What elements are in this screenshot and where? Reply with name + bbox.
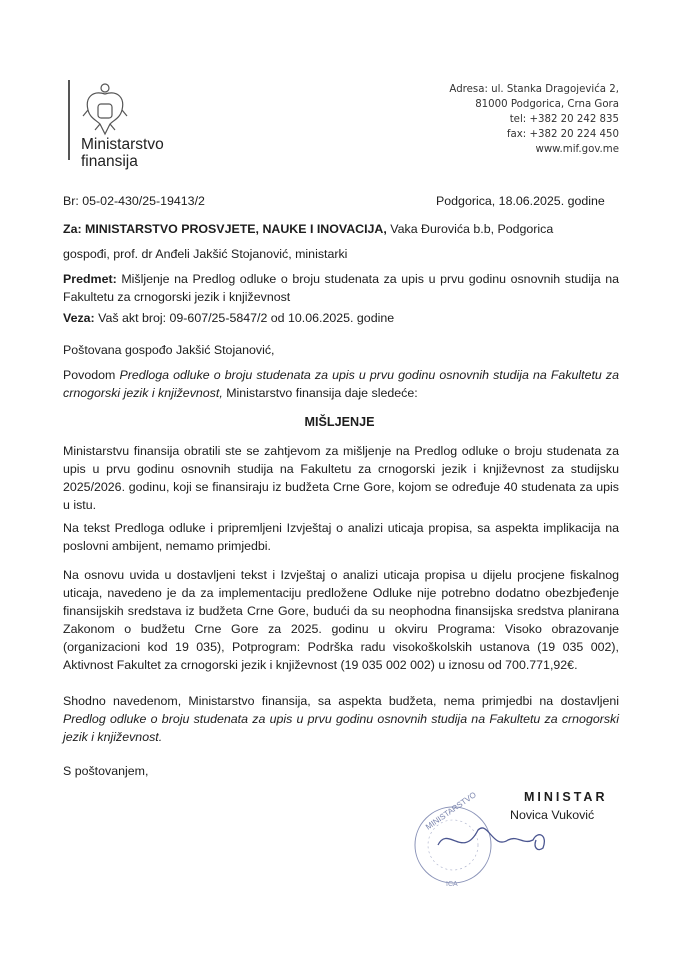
intro-post: Ministarstvo finansija daje sledeće:: [222, 386, 418, 400]
to-address: Vaka Đurovića b.b, Podgorica: [386, 222, 554, 236]
intro-paragraph: [63, 366, 619, 402]
closing-italic: Predlog odluke o broju studenata za upis u prvu godinu osnovnih studija na Fakultetu za crnogorski jezik i književnost.: [63, 712, 619, 744]
place-date: Podgorica, 18.06.2025. godine: [436, 194, 605, 208]
signatory-name: Novica Vuković: [510, 808, 595, 822]
logo-divider: [68, 80, 70, 160]
ministry-name-line2: finansija: [81, 153, 138, 170]
address-website: www.mif.gov.me: [535, 144, 619, 155]
to-label: Za:: [63, 222, 82, 236]
closing-pre: Shodno navedenom, Ministarstvo finansija, sa aspekta budžeta, nema primjedbi na dostavljeni: [63, 694, 619, 708]
addressee: [63, 220, 553, 238]
reference: [63, 309, 394, 327]
salutation: Poštovana gospođo Jakšić Stojanović,: [63, 343, 275, 357]
address-block: [449, 82, 619, 157]
recipient: gospođi, prof. dr Anđeli Jakšić Stojanović, ministarki: [63, 247, 348, 261]
ministry-name: [81, 136, 164, 170]
svg-text:MINISTARSTVO: MINISTARSTVO: [423, 790, 478, 832]
intro-italic: Predloga odluke o broju studenata za upis u prvu godinu osnovnih studija na Fakultetu za crnogorski jezik i književnost,: [63, 368, 619, 400]
intro-pre: Povodom: [63, 368, 120, 382]
closing-paragraph: [63, 692, 619, 746]
address-fax: fax: +382 20 224 450: [506, 129, 619, 140]
reference-label: Veza:: [63, 311, 95, 325]
address-street: Adresa: ul. Stanka Dragojevića 2,: [449, 84, 619, 95]
to-org: MINISTARSTVO PROSVJETE, NAUKE I INOVACIJA,: [85, 222, 387, 236]
regards: S poštovanjem,: [63, 764, 149, 778]
ministry-name-line1: Ministarstvo: [81, 136, 164, 153]
svg-text:ICA: ICA: [446, 881, 458, 888]
subject-text: Mišljenje na Predlog odluke o broju studenata za upis u prvu godinu osnovnih studija na Fakultetu za crnogorski jezik i književnost: [63, 272, 619, 304]
official-stamp-and-signature: [408, 790, 588, 890]
paragraph-3: Na osnovu uvida u dostavljeni tekst i Izvještaj o analizi uticaja propisa u dijelu procjene fiskalnog uticaja, navedeno je da za implementaciju predložene Odluke nije potrebno dodatno obezbjeđenje finansijskih sredstava iz budžeta Crne Gore, budući da su neophodna finansijska sredstva planirana Zakonom o budžetu Crne Gore za 2025. godinu u okviru Programa: Visoko obrazovanje (organizacioni kod 19 035), Potprogram: Podrška radu visokoškolskih ustanova (19 035 002), Aktivnost Fakultet za crnogorski jezik i književnost (19 035 002 002) u iznosu od 700.771,92€.: [63, 568, 619, 672]
subject-label: Predmet:: [63, 272, 117, 286]
subject: [63, 270, 619, 306]
opinion-heading: MIŠLJENJE: [304, 415, 375, 429]
address-city: 81000 Podgorica, Crna Gora: [475, 99, 619, 110]
paragraph-1: Ministarstvu finansija obratili ste se zahtjevom za mišljenje na Predlog odluke o broju studenata za upis u prvu godinu osnovnih studija na Fakultetu za crnogorski jezik i književnost za studijsku 2025/2026. godinu, koji se finansiraju iz budžeta Crne Gore, kojom se određuje 40 studenata za upis u istu.: [63, 444, 619, 512]
reference-number: Br: 05-02-430/25-19413/2: [63, 194, 205, 208]
reference-text: Vaš akt broj: 09-607/25-5847/2 od 10.06.2025. godine: [94, 311, 395, 325]
coat-of-arms-logo: [80, 80, 130, 140]
address-phone: tel: +382 20 242 835: [509, 114, 619, 125]
paragraph-2: Na tekst Predloga odluke i pripremljeni Izvještaj o analizi uticaja propisa, sa aspekta implikacija na poslovni ambijent, nemamo primjedbi.: [63, 521, 619, 553]
signature-title: MINISTAR: [524, 790, 608, 804]
